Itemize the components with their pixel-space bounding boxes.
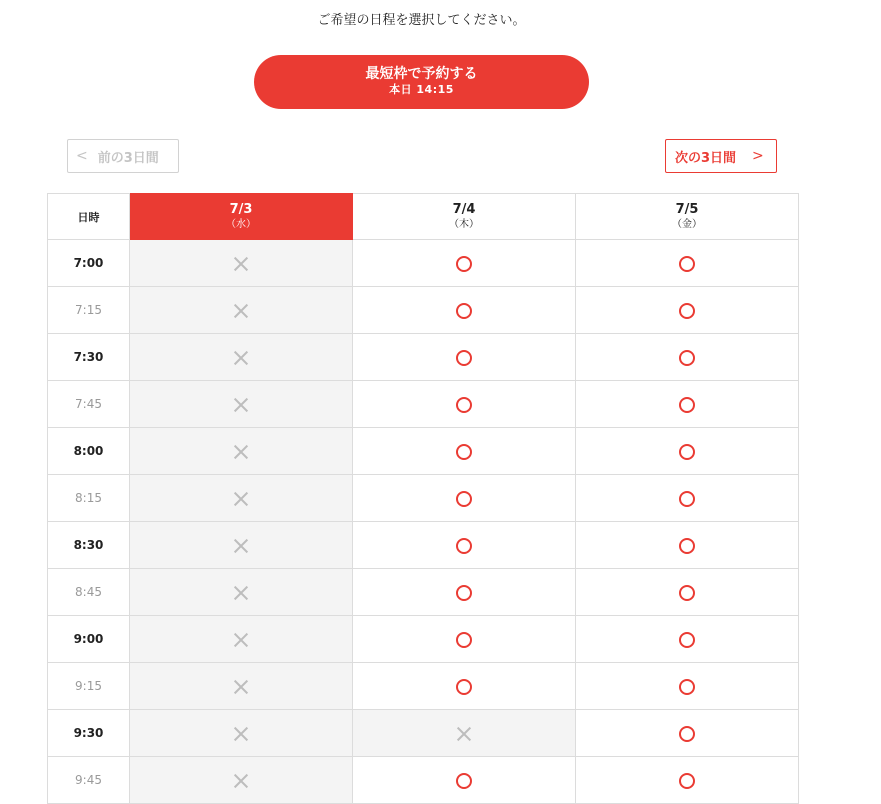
unavailable-slot [130,569,353,616]
circle-icon [456,303,472,319]
day-date: 7/5 [675,202,699,217]
time-label: 7:30 [48,334,130,381]
available-slot[interactable] [576,334,799,381]
circle-icon [679,726,695,742]
available-slot[interactable] [353,381,576,428]
available-slot[interactable] [576,757,799,804]
cross-icon [234,774,248,788]
time-row [48,757,799,804]
available-slot[interactable] [353,428,576,475]
circle-icon [679,444,695,460]
circle-icon [679,773,695,789]
earliest-booking-button[interactable] [254,55,589,109]
earliest-booking-title: 最短枠で予約する [365,66,478,82]
cross-icon [234,539,248,553]
time-row [48,428,799,475]
time-label: 8:15 [48,475,130,522]
unavailable-slot [353,710,576,757]
circle-icon [679,350,695,366]
available-slot[interactable] [576,710,799,757]
prev-3-days-button[interactable] [67,139,179,173]
cross-icon [234,680,248,694]
unavailable-slot [130,663,353,710]
circle-icon [456,491,472,507]
circle-icon [679,256,695,272]
cross-icon [234,398,248,412]
time-row [48,616,799,663]
time-label: 7:15 [48,287,130,334]
earliest-booking-time: 本日 14:15 [389,83,454,96]
available-slot[interactable] [353,475,576,522]
time-row [48,287,799,334]
unavailable-slot [130,240,353,287]
circle-icon [679,679,695,695]
day-header-3 [576,194,799,240]
available-slot[interactable] [353,287,576,334]
circle-icon [456,632,472,648]
available-slot[interactable] [353,240,576,287]
circle-icon [679,491,695,507]
schedule-body [48,240,799,804]
day-date: 7/4 [452,202,476,217]
available-slot[interactable] [353,569,576,616]
chevron-right-icon: > [752,148,764,164]
circle-icon [456,679,472,695]
schedule-header-row [48,194,799,240]
time-label: 7:45 [48,381,130,428]
cross-icon [234,304,248,318]
time-label: 8:45 [48,569,130,616]
time-row [48,569,799,616]
cross-icon [457,727,471,741]
day-date: 7/3 [229,202,253,217]
time-label: 8:30 [48,522,130,569]
prev-3-days-label: 前の3日間 [97,150,159,166]
schedule-table [47,193,799,804]
cross-icon [234,492,248,506]
cross-icon [234,586,248,600]
day-weekday: （木） [449,219,479,230]
circle-icon [456,397,472,413]
circle-icon [456,773,472,789]
unavailable-slot [130,616,353,663]
available-slot[interactable] [576,381,799,428]
time-row [48,334,799,381]
time-label: 9:30 [48,710,130,757]
circle-icon [679,397,695,413]
time-row [48,710,799,757]
available-slot[interactable] [353,663,576,710]
datetime-header: 日時 [48,194,130,240]
circle-icon [679,303,695,319]
available-slot[interactable] [576,522,799,569]
next-3-days-button[interactable] [665,139,777,173]
day-weekday: （水） [226,219,256,230]
circle-icon [456,538,472,554]
page-instruction: ご希望の日程を選択してください。 [317,13,526,28]
unavailable-slot [130,475,353,522]
time-row [48,240,799,287]
available-slot[interactable] [576,569,799,616]
day-header-2 [353,194,576,240]
available-slot[interactable] [576,663,799,710]
unavailable-slot [130,522,353,569]
time-row [48,663,799,710]
unavailable-slot [130,287,353,334]
circle-icon [456,585,472,601]
available-slot[interactable] [353,757,576,804]
time-row [48,381,799,428]
unavailable-slot [130,757,353,804]
available-slot[interactable] [576,616,799,663]
time-row [48,522,799,569]
cross-icon [234,727,248,741]
cross-icon [234,257,248,271]
time-label: 7:00 [48,240,130,287]
available-slot[interactable] [353,334,576,381]
time-label: 9:00 [48,616,130,663]
circle-icon [679,585,695,601]
cross-icon [234,445,248,459]
unavailable-slot [130,428,353,475]
time-label: 9:45 [48,757,130,804]
cross-icon [234,351,248,365]
available-slot[interactable] [576,475,799,522]
circle-icon [456,444,472,460]
circle-icon [456,350,472,366]
next-3-days-label: 次の3日間 [675,150,737,166]
available-slot[interactable] [576,240,799,287]
chevron-left-icon: < [76,148,88,164]
unavailable-slot [130,710,353,757]
time-label: 9:15 [48,663,130,710]
cross-icon [234,633,248,647]
circle-icon [456,256,472,272]
time-row [48,475,799,522]
unavailable-slot [130,381,353,428]
unavailable-slot [130,334,353,381]
circle-icon [679,632,695,648]
available-slot[interactable] [576,428,799,475]
day-weekday: （金） [672,219,702,230]
time-label: 8:00 [48,428,130,475]
available-slot[interactable] [353,522,576,569]
available-slot[interactable] [353,616,576,663]
circle-icon [679,538,695,554]
available-slot[interactable] [576,287,799,334]
day-header-1 [130,194,353,240]
